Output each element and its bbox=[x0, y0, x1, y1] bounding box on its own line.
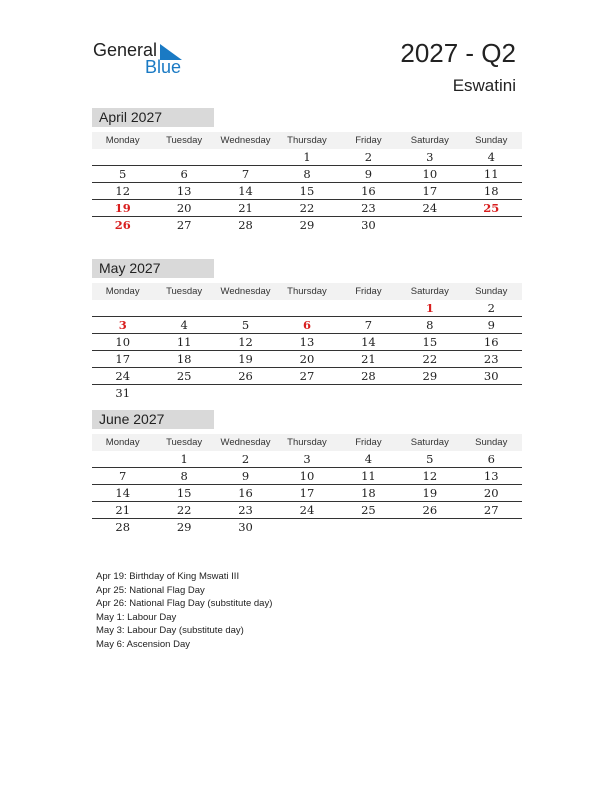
page-title: 2027 - Q2 bbox=[400, 38, 516, 68]
weekday-header: Monday bbox=[105, 437, 140, 448]
day-cell bbox=[276, 385, 337, 401]
weekday-header: Thursday bbox=[287, 135, 327, 146]
day-cell: 21 bbox=[361, 352, 376, 366]
day-cell: 8 bbox=[303, 167, 311, 181]
month-name: May 2027 bbox=[92, 259, 214, 278]
day-cell: 21 bbox=[115, 503, 131, 517]
day-cell: 22 bbox=[176, 503, 192, 517]
day-cell: 13 bbox=[483, 469, 499, 483]
day-cell: 26 bbox=[238, 369, 253, 383]
day-cell bbox=[338, 385, 399, 401]
day-cell: 16 bbox=[483, 335, 499, 349]
day-cell: 13 bbox=[299, 335, 315, 349]
day-cell: 28 bbox=[238, 218, 253, 232]
logo bbox=[93, 40, 193, 80]
day-cell: 18 bbox=[483, 184, 499, 198]
day-cell: 15 bbox=[422, 335, 438, 349]
day-cell: 23 bbox=[238, 503, 253, 517]
day-cell: 12 bbox=[422, 469, 438, 483]
day-cell: 19 bbox=[238, 352, 253, 366]
week-row bbox=[92, 519, 522, 535]
day-cell: 1 bbox=[425, 301, 434, 315]
day-cell: 11 bbox=[483, 167, 499, 181]
day-cell bbox=[338, 519, 399, 535]
day-cell: 2 bbox=[364, 150, 373, 164]
holiday-note: Apr 25: National Flag Day bbox=[96, 584, 205, 596]
day-cell: 14 bbox=[361, 335, 376, 349]
country-name: Eswatini bbox=[452, 76, 516, 95]
weekday-header: Tuesday bbox=[166, 135, 203, 146]
day-cell: 7 bbox=[241, 167, 250, 181]
day-cell: 9 bbox=[487, 318, 495, 332]
day-cell: 17 bbox=[422, 184, 438, 198]
day-cell: 15 bbox=[176, 486, 192, 500]
day-cell: 10 bbox=[422, 167, 438, 181]
day-cell: 4 bbox=[180, 318, 188, 332]
day-cell bbox=[215, 385, 276, 401]
week-row bbox=[92, 451, 522, 468]
day-cell: 5 bbox=[241, 318, 250, 332]
month-june bbox=[92, 410, 522, 535]
day-cell: 20 bbox=[299, 352, 315, 366]
day-cell: 29 bbox=[176, 520, 192, 534]
day-cell: 16 bbox=[238, 486, 253, 500]
day-cell: 28 bbox=[361, 369, 376, 383]
day-cell: 9 bbox=[364, 167, 373, 181]
day-cell bbox=[461, 519, 522, 535]
day-cell: 24 bbox=[299, 503, 315, 517]
week-row bbox=[92, 317, 522, 334]
weekday-header: Saturday bbox=[410, 286, 449, 297]
week-row bbox=[92, 351, 522, 368]
day-cell: 20 bbox=[176, 201, 192, 215]
holiday-notes bbox=[96, 570, 272, 651]
day-cell bbox=[399, 217, 460, 233]
day-cell: 23 bbox=[361, 201, 376, 215]
day-cell: 8 bbox=[180, 469, 188, 483]
day-cell: 5 bbox=[119, 167, 127, 181]
day-cell: 25 bbox=[483, 201, 500, 215]
day-cell: 14 bbox=[115, 486, 131, 500]
day-cell: 26 bbox=[422, 503, 438, 517]
day-cell: 4 bbox=[487, 150, 495, 164]
day-cell: 25 bbox=[361, 503, 376, 517]
week-row bbox=[92, 368, 522, 385]
day-cell bbox=[92, 300, 153, 316]
day-cell: 8 bbox=[426, 318, 434, 332]
week-row bbox=[92, 200, 522, 217]
day-cell: 30 bbox=[361, 218, 376, 232]
day-cell: 1 bbox=[180, 452, 188, 466]
day-cell: 20 bbox=[483, 486, 499, 500]
holiday-note: May 1: Labour Day bbox=[96, 611, 177, 623]
month-name: April 2027 bbox=[92, 108, 214, 127]
week-row bbox=[92, 149, 522, 166]
weekday-header: Sunday bbox=[475, 135, 508, 146]
week-row bbox=[92, 166, 522, 183]
day-cell: 28 bbox=[115, 520, 131, 534]
weekday-header: Friday bbox=[355, 286, 382, 297]
day-cell: 24 bbox=[115, 369, 131, 383]
weekday-header: Sunday bbox=[475, 286, 508, 297]
day-cell: 27 bbox=[483, 503, 499, 517]
weekday-header: Friday bbox=[355, 135, 382, 146]
day-cell: 2 bbox=[241, 452, 250, 466]
weekday-header-row bbox=[92, 434, 522, 451]
day-cell: 10 bbox=[299, 469, 315, 483]
day-cell: 19 bbox=[422, 486, 438, 500]
day-cell: 4 bbox=[364, 452, 373, 466]
day-cell bbox=[215, 149, 276, 165]
day-cell: 7 bbox=[119, 469, 127, 483]
day-cell: 1 bbox=[303, 150, 311, 164]
week-row bbox=[92, 183, 522, 200]
day-cell: 19 bbox=[114, 201, 131, 215]
day-cell: 27 bbox=[299, 369, 315, 383]
weekday-header: Sunday bbox=[475, 437, 508, 448]
week-row bbox=[92, 385, 522, 401]
weekday-header: Thursday bbox=[287, 437, 327, 448]
day-cell bbox=[399, 519, 460, 535]
day-cell: 7 bbox=[364, 318, 373, 332]
day-cell bbox=[461, 217, 522, 233]
month-name: June 2027 bbox=[92, 410, 214, 429]
day-cell bbox=[153, 300, 214, 316]
weekday-header: Friday bbox=[355, 437, 382, 448]
weekday-header: Tuesday bbox=[166, 286, 203, 297]
weekday-header: Monday bbox=[105, 286, 140, 297]
weekday-header: Tuesday bbox=[166, 437, 203, 448]
day-cell bbox=[215, 300, 276, 316]
holiday-note: Apr 26: National Flag Day (substitute day) bbox=[96, 598, 273, 609]
day-cell: 26 bbox=[114, 218, 131, 232]
day-cell bbox=[276, 519, 337, 535]
holiday-note: Apr 19: Birthday of King Mswati III bbox=[96, 571, 240, 582]
day-cell: 30 bbox=[238, 520, 253, 534]
day-cell: 6 bbox=[302, 318, 311, 332]
holiday-note: May 6: Ascension Day bbox=[96, 638, 190, 650]
day-cell: 3 bbox=[426, 150, 434, 164]
day-cell: 22 bbox=[422, 352, 438, 366]
day-cell: 12 bbox=[115, 184, 131, 198]
day-cell: 17 bbox=[115, 352, 131, 366]
day-cell bbox=[92, 149, 153, 165]
day-cell bbox=[153, 385, 214, 401]
day-cell: 3 bbox=[118, 318, 127, 332]
day-cell: 12 bbox=[238, 335, 253, 349]
day-cell bbox=[338, 300, 399, 316]
day-cell: 6 bbox=[487, 452, 495, 466]
day-cell: 24 bbox=[422, 201, 438, 215]
day-cell: 11 bbox=[176, 335, 192, 349]
day-cell: 15 bbox=[299, 184, 315, 198]
week-row bbox=[92, 485, 522, 502]
day-cell: 17 bbox=[299, 486, 315, 500]
day-cell bbox=[92, 451, 153, 467]
week-row bbox=[92, 300, 522, 317]
weekday-header: Wednesday bbox=[220, 437, 271, 448]
day-cell: 16 bbox=[361, 184, 376, 198]
day-cell: 18 bbox=[361, 486, 376, 500]
day-cell: 18 bbox=[176, 352, 192, 366]
day-cell: 22 bbox=[299, 201, 315, 215]
weekday-header: Wednesday bbox=[220, 135, 271, 146]
day-cell bbox=[461, 385, 522, 401]
day-cell: 31 bbox=[115, 386, 131, 400]
day-cell: 9 bbox=[241, 469, 250, 483]
day-cell bbox=[276, 300, 337, 316]
holiday-note: May 3: Labour Day (substitute day) bbox=[96, 625, 244, 636]
weekday-header: Saturday bbox=[410, 437, 449, 448]
day-cell bbox=[399, 385, 460, 401]
day-cell: 25 bbox=[176, 369, 192, 383]
day-cell: 30 bbox=[483, 369, 499, 383]
day-cell: 6 bbox=[180, 167, 188, 181]
day-cell: 29 bbox=[422, 369, 438, 383]
day-cell: 10 bbox=[115, 335, 131, 349]
week-row bbox=[92, 468, 522, 485]
week-row bbox=[92, 334, 522, 351]
day-cell: 23 bbox=[483, 352, 499, 366]
day-cell: 11 bbox=[361, 469, 376, 483]
day-cell: 29 bbox=[299, 218, 315, 232]
day-cell: 14 bbox=[238, 184, 253, 198]
weekday-header-row bbox=[92, 283, 522, 300]
day-cell: 27 bbox=[176, 218, 192, 232]
weekday-header: Thursday bbox=[287, 286, 327, 297]
week-row bbox=[92, 502, 522, 519]
day-cell: 13 bbox=[176, 184, 192, 198]
day-cell: 5 bbox=[426, 452, 434, 466]
day-cell: 21 bbox=[238, 201, 253, 215]
day-cell bbox=[153, 149, 214, 165]
weekday-header-row bbox=[92, 132, 522, 149]
month-may bbox=[92, 259, 522, 401]
day-cell: 3 bbox=[303, 452, 311, 466]
logo-general-text: General bbox=[93, 40, 158, 60]
week-row bbox=[92, 217, 522, 233]
month-april bbox=[92, 108, 522, 233]
day-cell: 2 bbox=[487, 301, 495, 315]
weekday-header: Wednesday bbox=[220, 286, 271, 297]
weekday-header: Saturday bbox=[410, 135, 449, 146]
weekday-header: Monday bbox=[105, 135, 140, 146]
logo-blue-text: Blue bbox=[145, 57, 182, 77]
